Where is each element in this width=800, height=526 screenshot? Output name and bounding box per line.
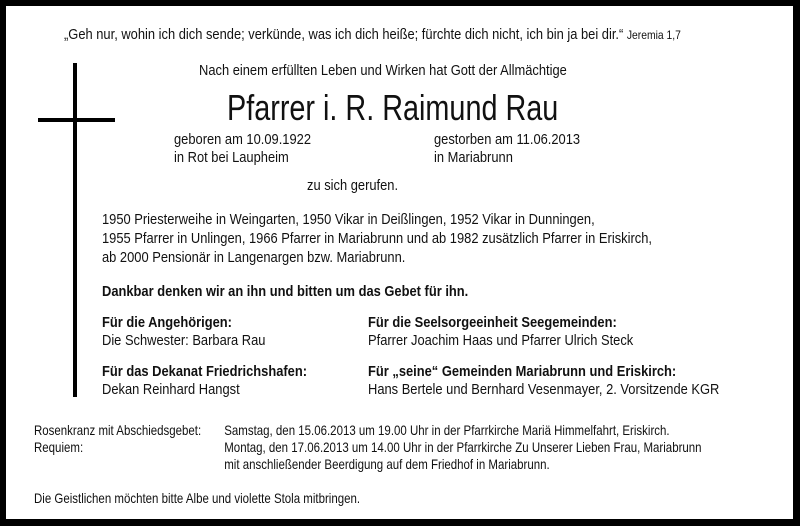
biography	[102, 210, 742, 267]
died-date: gestorben am 11.06.2013	[434, 131, 581, 148]
mourner-block	[102, 363, 340, 399]
quote-source: Jeremia 1,7	[626, 28, 681, 42]
service-label: Requiem:	[34, 439, 84, 455]
service-label: Rosenkranz mit Abschiedsgebet:	[34, 422, 202, 438]
biography-line: 1955 Pfarrer in Unlingen, 1966 Pfarrer in Mariabrunn und ab 1982 zusätzlich Pfarrer in Eriskirch,	[102, 230, 652, 247]
cross-horizontal-bar	[38, 118, 115, 122]
service-row	[34, 439, 702, 473]
called-text: zu sich gerufen.	[307, 177, 399, 194]
mourner-block	[368, 314, 676, 350]
obituary-page	[6, 6, 793, 519]
born-date: geboren am 10.09.1922	[174, 131, 311, 148]
mourner-block	[368, 363, 777, 399]
quote-line	[64, 26, 781, 44]
biography-line: ab 2000 Pensionär in Langenargen bzw. Mariabrunn.	[102, 249, 406, 266]
service-row	[34, 422, 702, 439]
cross-vertical-bar	[73, 63, 77, 397]
service-detail: mit anschließender Beerdigung auf dem Friedhof in Mariabrunn.	[224, 456, 550, 472]
biography-line: 1950 Priesterweihe in Weingarten, 1950 Vikar in Deißlingen, 1952 Vikar in Dunningen,	[102, 211, 595, 228]
mourner-heading: Für die Angehörigen:	[102, 314, 232, 331]
deceased-name: Pfarrer i. R. Raimund Rau	[227, 87, 559, 128]
mourner-names: Hans Bertele und Bernhard Vesenmayer, 2. Vorsitzende KGR	[368, 381, 720, 398]
intro-text: Nach einem erfüllten Leben und Wirken hat Gott der Allmächtige	[199, 62, 567, 79]
service-detail: Samstag, den 15.06.2013 um 19.00 Uhr in der Pfarrkirche Mariä Himmelfahrt, Eriskirch.	[224, 422, 670, 438]
closing-note: Die Geistlichen möchten bitte Albe und violette Stola mitbringen.	[34, 490, 361, 506]
died-block	[434, 131, 604, 167]
mourner-heading: Für „seine“ Gemeinden Mariabrunn und Eriskirch:	[368, 363, 677, 380]
died-place: in Mariabrunn	[434, 149, 513, 166]
thanks-text: Dankbar denken wir an ihn und bitten um das Gebet für ihn.	[102, 283, 469, 300]
mourner-names: Die Schwester: Barbara Rau	[102, 332, 266, 349]
mourner-block	[102, 314, 292, 350]
mourner-names: Pfarrer Joachim Haas und Pfarrer Ulrich Steck	[368, 332, 634, 349]
born-place: in Rot bei Laupheim	[174, 149, 289, 166]
services	[34, 422, 800, 473]
quote-text: „Geh nur, wohin ich dich sende; verkünde, was ich dich heiße; fürchte dich nicht, ich bin ja bei dir.“	[64, 26, 624, 43]
service-detail: Montag, den 17.06.2013 um 14.00 Uhr in der Pfarrkirche Zu Unserer Lieben Frau, Mariabrunn	[224, 439, 702, 455]
mourner-heading: Für das Dekanat Friedrichshafen:	[102, 363, 308, 380]
mourner-heading: Für die Seelsorgeeinheit Seegemeinden:	[368, 314, 617, 331]
mourner-names: Dekan Reinhard Hangst	[102, 381, 240, 398]
born-block	[174, 131, 333, 167]
